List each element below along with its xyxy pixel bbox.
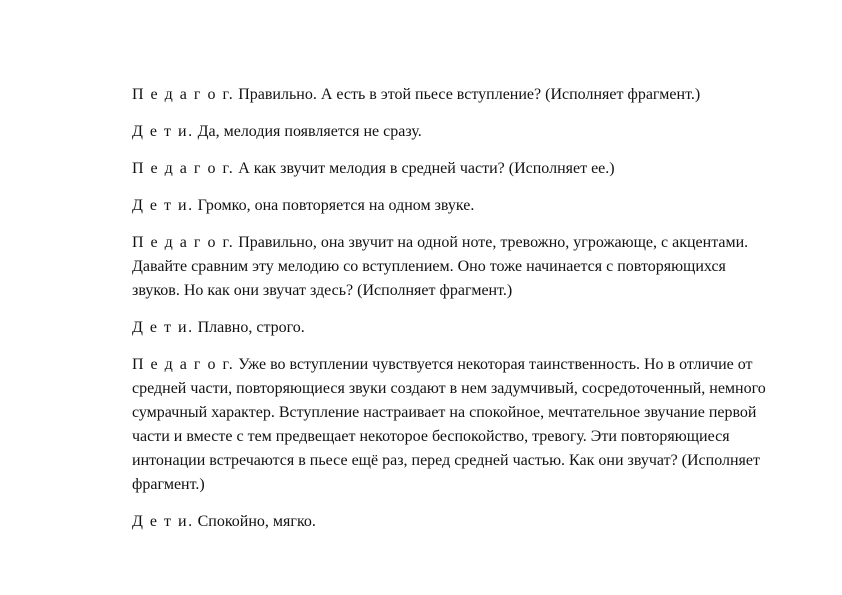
dialogue-line: А как звучит мелодия в средней части? (Исполняет ее.) <box>238 160 615 177</box>
speaker-label: Д е т и. <box>132 513 194 530</box>
dialogue-paragraph-children <box>132 316 772 340</box>
dialogue-line: Правильно. А есть в этой пьесе вступление? (Исполняет фрагмент.) <box>238 86 701 103</box>
speaker-label: П е д а г о г. <box>132 86 235 103</box>
dialogue-line: Уже во вступлении чувствуется некоторая таинственность. Но в отличие от средней части, повторяющиеся звуки создают в нем задумчивый, сосредоточенный, немного сумрачный характер. Вступление настраивает на спокойное, мечтательное звучание первой части и вместе с тем предвещает некоторое беспокойство, тревогу. Эти повторяющиеся интонации встречаются в пьесе ещё раз, перед средней частью. Как они звучат? (Исполняет фрагмент.) <box>132 356 766 493</box>
dialogue-line: Громко, она повторяется на одном звуке. <box>197 197 475 214</box>
speaker-label: Д е т и. <box>132 319 194 336</box>
dialogue-paragraph-children <box>132 510 772 534</box>
speaker-label: П е д а г о г. <box>132 160 235 177</box>
dialogue-paragraph-teacher <box>132 157 772 181</box>
dialogue-line: Плавно, строго. <box>197 319 305 336</box>
speaker-label: П е д а г о г. <box>132 356 235 373</box>
dialogue-paragraph-children <box>132 194 772 218</box>
dialogue-line: Правильно, она звучит на одной ноте, тревожно, угрожающе, с акцентами. Давайте сравним эту мелодию со вступлением. Оно тоже начинается с повторяющихся звуков. Но как они звучат здесь? (Исполняет фрагмент.) <box>132 234 749 299</box>
dialogue-line: Да, мелодия появляется не сразу. <box>197 123 422 140</box>
dialogue-paragraph-children <box>132 120 772 144</box>
speaker-label: П е д а г о г. <box>132 234 235 251</box>
speaker-label: Д е т и. <box>132 123 194 140</box>
speaker-label: Д е т и. <box>132 197 194 214</box>
dialogue-paragraph-teacher <box>132 83 772 107</box>
dialogue-paragraph-teacher <box>132 231 772 303</box>
dialogue-text <box>132 83 772 547</box>
dialogue-line: Спокойно, мягко. <box>197 513 316 530</box>
dialogue-paragraph-teacher <box>132 353 772 497</box>
